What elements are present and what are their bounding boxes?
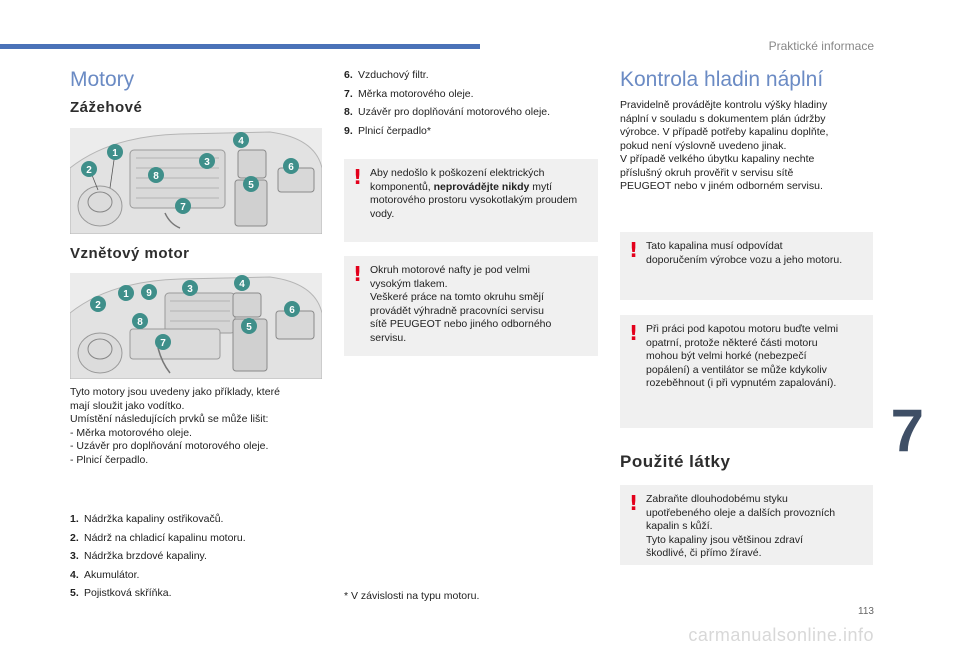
diesel-callout-6: 6 <box>289 305 295 316</box>
components-list-left <box>70 513 330 606</box>
petrol-callout-1: 1 <box>112 148 118 159</box>
fluid-levels-body: Pravidelně provádějte kontrolu výšky hladiny náplní v souladu s dokumentem plán údržby výrobce. V případě potřeby kapalinu doplňte, pokud není výslovně uvedeno jinak. V případě velkého úbytku kapaliny nechte příslušný okruh prověřit v servisu sítě PEUGEOT nebo v jiném odborném servisu. <box>620 99 829 192</box>
warning-diesel-pressure: ! Okruh motorové nafty je pod velmi vysokým tlakem. Veškeré práce na tomto okruhu smějí provádět výhradně pracovníci servisu sítě PEUGEOT nebo jiného odborného servisu. <box>344 256 598 356</box>
warning-icon: ! <box>629 491 639 515</box>
petrol-engine-diagram <box>70 128 322 234</box>
list-item: 5. Pojistková skříňka. <box>70 587 172 599</box>
diesel-callout-3: 3 <box>187 284 193 295</box>
petrol-heading: Zážehové <box>70 99 143 116</box>
warning-no-pressure-wash: ! Aby nedošlo k poškození elektrických komponentů, neprovádějte nikdy mytí motorového prostoru vysokotlakým proudem vody. <box>344 159 598 242</box>
list-item: 6. Vzduchový filtr. <box>344 69 429 81</box>
petrol-callout-7: 7 <box>180 202 186 213</box>
warning-icon: ! <box>353 165 363 189</box>
fluid-levels-title: Kontrola hladin náplní <box>620 68 824 91</box>
list-item: 3. Nádržka brzdové kapaliny. <box>70 550 207 562</box>
petrol-callout-6: 6 <box>288 162 294 173</box>
petrol-callout-5: 5 <box>248 180 254 191</box>
warning-icon: ! <box>629 238 639 262</box>
diesel-heading: Vznětový motor <box>70 245 190 262</box>
warning-fluid-spec: ! Tato kapalina musí odpovídat doporučením výrobce vozu a jeho motoru. <box>620 232 873 300</box>
list-item: 9. Plnicí čerpadlo* <box>344 124 431 137</box>
diesel-callout-9: 9 <box>146 288 152 299</box>
petrol-callout-2: 2 <box>86 165 92 176</box>
diesel-callout-4: 4 <box>239 279 245 290</box>
diesel-callout-1: 1 <box>123 289 129 300</box>
petrol-callout-4: 4 <box>238 136 244 147</box>
engines-intro: Tyto motory jsou uvedeny jako příklady, které mají sloužit jako vodítko. Umístění následujících prvků se může lišit: - Měrka motorového oleje. - Uzávěr pro doplňování motorového oleje. - Plnicí čerpadlo. <box>70 386 280 466</box>
list-item: 7. Měrka motorového oleje. <box>344 87 474 100</box>
diesel-callout-7: 7 <box>160 338 166 349</box>
diesel-callout-8: 8 <box>137 317 143 328</box>
diesel-callout-5: 5 <box>246 322 252 333</box>
watermark: carmanualsonline.info <box>688 625 874 645</box>
used-products-heading: Použité látky <box>620 452 731 471</box>
list-item: 8. Uzávěr pro doplňování motorového oleje. <box>344 106 551 118</box>
footnote: * V závislosti na typu motoru. <box>344 590 480 602</box>
petrol-callout-3: 3 <box>204 157 210 168</box>
section-label: Praktické informace <box>768 39 874 53</box>
warning-used-oil: ! Zabraňte dlouhodobému styku upotřebeného oleje a dalších provozních kapalin s kůží. Tyto kapaliny jsou většinou zdraví škodlivé, či přímo žíravé. <box>620 485 873 565</box>
list-item: 2. Nádrž na chladicí kapalinu motoru. <box>70 531 246 544</box>
page-number: 113 <box>858 606 874 617</box>
list-item: 4. Akumulátor. <box>70 568 140 581</box>
header-accent-bar <box>0 44 480 49</box>
diesel-engine-diagram <box>70 273 322 379</box>
warning-icon: ! <box>629 321 639 345</box>
diesel-callout-2: 2 <box>95 300 101 311</box>
components-list-middle <box>344 69 599 143</box>
list-item: 1. Nádržka kapaliny ostřikovačů. <box>70 513 224 525</box>
warning-hot-engine: ! Při práci pod kapotou motoru buďte velmi opatrní, protože některé části motoru mohou být velmi horké (nebezpečí popálení) a ventilátor se může kdykoliv rozeběhnout (i při vypnutém zapalování). <box>620 315 873 428</box>
chapter-number: 7 <box>890 397 924 464</box>
engines-title: Motory <box>70 68 135 91</box>
petrol-callout-8: 8 <box>153 171 159 182</box>
warning-icon: ! <box>353 262 363 286</box>
